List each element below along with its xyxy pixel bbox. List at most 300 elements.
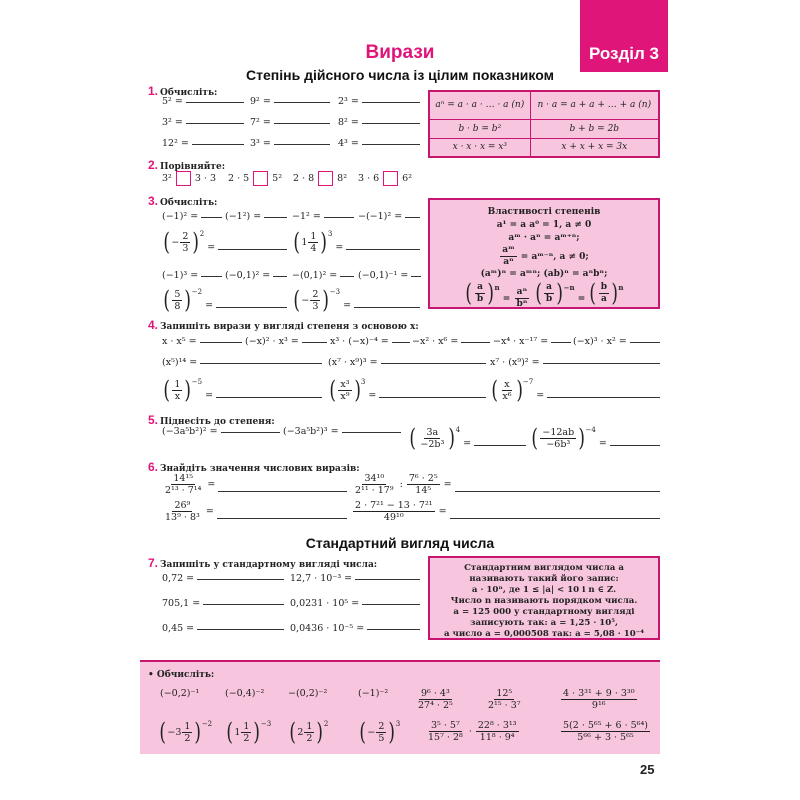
right-expression: 6² xyxy=(402,173,413,184)
numerator: aᵐ xyxy=(502,245,515,255)
answer-blank xyxy=(274,102,330,103)
right-paren: ) xyxy=(448,424,456,452)
mixed-number xyxy=(175,721,193,744)
exercise-item xyxy=(290,623,420,634)
extra-label: • Обчисліть: xyxy=(148,670,215,680)
exercise-instruction: Запишіть вирази у вигляді степеня з основою x: xyxy=(160,322,419,332)
math-expression xyxy=(162,96,183,107)
exercise-5-label xyxy=(148,413,275,427)
right-paren: ) xyxy=(353,376,361,404)
numerator: 2 xyxy=(182,230,189,242)
math-text: 12² = xyxy=(162,138,189,149)
fraction xyxy=(308,231,318,254)
fraction xyxy=(304,721,314,744)
standard-form-line: Стандартним виглядом числа a xyxy=(464,563,624,573)
exercise-7-label xyxy=(148,556,377,570)
parenthesized-power xyxy=(328,378,365,402)
page-title: Вирази xyxy=(365,42,435,63)
math-text: 0,0231 · 10⁵ = xyxy=(290,598,360,609)
math-expression xyxy=(162,138,189,149)
exercise-item xyxy=(162,117,244,128)
math-text: 12,7 · 10⁻³ = xyxy=(290,573,353,584)
numerator: 3a xyxy=(426,426,439,438)
denominator: 2 xyxy=(306,732,313,744)
numerator: 7⁶ · 2⁵ xyxy=(408,473,438,484)
fraction xyxy=(338,379,351,402)
numerator: x³ xyxy=(340,378,350,390)
math-text: = xyxy=(365,390,377,401)
left-expression: 2 · 5 xyxy=(228,173,250,184)
exercise-number: 6. xyxy=(148,460,159,474)
answer-blank xyxy=(461,342,490,343)
exercise-item xyxy=(358,211,420,222)
right-paren: ) xyxy=(253,718,261,746)
left-paren: ( xyxy=(226,718,233,746)
property-line xyxy=(430,281,658,310)
answer-blank xyxy=(362,102,420,103)
denominator: 2¹⁵ · 3⁷ xyxy=(488,700,521,711)
math-expression xyxy=(560,688,638,711)
answer-blank xyxy=(547,397,660,398)
fraction xyxy=(241,721,251,744)
exercise-item xyxy=(160,688,199,699)
math-expression xyxy=(358,688,388,699)
numerator: 1 xyxy=(174,378,181,390)
answer-blank xyxy=(203,604,284,605)
answer-blank xyxy=(216,307,287,308)
denominator: 14⁵ xyxy=(415,485,432,496)
numerator: a xyxy=(546,281,552,292)
math-expression xyxy=(283,426,339,437)
exponent: −n xyxy=(563,283,575,292)
denominator: 5 xyxy=(378,732,385,744)
math-expression xyxy=(493,336,548,347)
right-paren: ) xyxy=(184,286,192,314)
math-text: : xyxy=(396,479,406,490)
right-expression: 5² xyxy=(272,173,283,184)
exercise-item xyxy=(162,426,280,437)
exercise-item xyxy=(573,336,660,347)
math-text: = xyxy=(340,300,352,311)
exercise-item xyxy=(288,720,328,744)
answer-blank xyxy=(186,102,244,103)
table-cell: n · a = a + a + … + a (n) xyxy=(530,91,659,119)
math-expression xyxy=(573,336,627,347)
answer-blank xyxy=(218,249,287,250)
left-paren: ( xyxy=(163,228,170,256)
standard-form-line: називають такий його запис: xyxy=(469,574,619,584)
math-expression xyxy=(352,500,447,523)
standard-form-line: Число n називають порядком числа. xyxy=(450,596,638,606)
math-text: x³ · (−x)⁻⁴ = xyxy=(330,336,389,347)
exercise-number: 5. xyxy=(148,413,159,427)
math-expression xyxy=(338,138,359,149)
math-text: (−3a⁵b²)² = xyxy=(162,426,218,437)
fraction xyxy=(172,289,182,312)
parenthesized-power xyxy=(408,426,460,450)
math-text: −(0,1)² = xyxy=(292,270,338,281)
whole-part: 2 xyxy=(297,726,304,738)
fraction xyxy=(426,720,465,743)
whole-part: 3 xyxy=(175,726,182,738)
exercise-instruction: Знайдіть значення числових виразів: xyxy=(160,464,360,474)
right-paren: ) xyxy=(611,279,619,307)
math-text: = xyxy=(202,506,214,517)
math-text: = xyxy=(435,506,447,517)
exercise-instruction: Запишіть у стандартному вигляді числа: xyxy=(160,560,378,570)
fraction xyxy=(599,282,609,305)
answer-blank xyxy=(354,307,420,308)
math-text: = xyxy=(204,242,216,253)
answer-blank xyxy=(340,276,354,277)
exercise-item xyxy=(292,230,420,254)
denominator: 4 xyxy=(310,242,317,254)
fraction xyxy=(544,282,554,305)
numerator: 26⁹ xyxy=(174,500,191,511)
math-expression xyxy=(162,336,197,347)
math-expression xyxy=(162,623,194,634)
exercise-item xyxy=(162,288,287,312)
exercise-number: 4. xyxy=(148,318,159,332)
math-text: = xyxy=(499,294,514,304)
exercise-item xyxy=(162,357,322,368)
comparison-item xyxy=(358,171,412,186)
fraction xyxy=(353,500,435,523)
table-row xyxy=(429,119,659,138)
math-text: x · x⁵ = xyxy=(162,336,197,347)
fraction xyxy=(475,282,485,305)
exponent: −3 xyxy=(260,720,272,728)
exercise-item xyxy=(162,378,322,402)
left-paren: ( xyxy=(359,718,366,746)
math-text: (−0,2)⁻¹ xyxy=(160,688,200,699)
math-expression xyxy=(250,117,271,128)
exponent: 3 xyxy=(360,378,366,386)
math-text: (aᵐ)ⁿ = aᵐⁿ; (ab)ⁿ = aⁿbⁿ; xyxy=(480,269,608,279)
answer-blank xyxy=(200,342,242,343)
math-expression xyxy=(358,211,402,222)
whole-part: 1 xyxy=(301,236,308,248)
fraction xyxy=(172,379,182,402)
math-text: −1² = xyxy=(292,211,321,222)
exponent: −7 xyxy=(522,378,534,386)
denominator: 27⁴ · 2⁵ xyxy=(418,700,453,711)
math-expression xyxy=(338,117,359,128)
exercise-instruction: Обчисліть: xyxy=(160,88,218,98)
math-text: (−1)³ = xyxy=(162,270,199,281)
section-title: Степінь дійсного числа із цілим показником xyxy=(246,67,554,83)
answer-blank xyxy=(392,342,410,343)
math-expression xyxy=(162,270,198,281)
math-text: = xyxy=(204,479,216,490)
exponent: 4 xyxy=(455,426,461,434)
math-text: a¹ = a a⁰ = 1, a ≠ 0 xyxy=(496,220,592,230)
math-text: −x⁴ · x⁻¹⁷ = xyxy=(493,336,549,347)
math-expression xyxy=(162,598,200,609)
left-paren: ( xyxy=(465,279,473,307)
parenthesized-power xyxy=(490,378,533,402)
answer-blank xyxy=(192,144,244,145)
exercise-item xyxy=(162,598,284,609)
math-expression xyxy=(162,117,183,128)
exponent: n xyxy=(618,283,624,292)
exercise-item xyxy=(292,211,354,222)
exercise-item xyxy=(352,473,660,496)
exercise-instruction: Порівняйте: xyxy=(160,162,226,172)
math-text: 705,1 = xyxy=(162,598,201,609)
property-line xyxy=(430,219,658,232)
numerator: x xyxy=(504,378,510,390)
answer-blank xyxy=(551,342,571,343)
parenthesized-power xyxy=(225,720,271,744)
mixed-number xyxy=(297,721,315,744)
exercise-item xyxy=(352,500,660,523)
fraction xyxy=(514,287,529,310)
math-text: = aᵐ⁻ⁿ, a ≠ 0; xyxy=(517,252,589,262)
power-properties-box xyxy=(428,198,660,309)
math-expression xyxy=(162,230,215,254)
exercise-item xyxy=(162,573,284,584)
answer-blank xyxy=(264,217,287,218)
right-paren: ) xyxy=(316,718,324,746)
math-expression xyxy=(162,573,194,584)
exponent: −2 xyxy=(201,720,213,728)
right-paren: ) xyxy=(556,279,564,307)
exercise-item xyxy=(490,357,660,368)
denominator: b xyxy=(476,293,484,304)
math-expression xyxy=(225,688,264,699)
exercise-item xyxy=(560,688,638,711)
numerator: 1 xyxy=(184,720,191,732)
table-cell: x + x + x = 3x xyxy=(530,138,659,157)
numerator: 2 · 7²¹ − 13 · 7²¹ xyxy=(355,500,433,511)
right-expression: 8² xyxy=(337,173,348,184)
math-expression xyxy=(225,720,271,744)
math-expression xyxy=(160,688,199,699)
exercise-item xyxy=(162,270,222,281)
exercise-item xyxy=(358,720,400,744)
exercise-item xyxy=(245,336,327,347)
exercise-item xyxy=(330,336,410,347)
exercise-3-label xyxy=(148,194,217,208)
left-expression: 3 · 6 xyxy=(358,173,380,184)
comparison-item xyxy=(228,171,282,186)
exercise-4-label xyxy=(148,318,419,332)
answer-blank xyxy=(200,363,322,364)
parenthesized-power xyxy=(162,230,204,254)
math-text: aᵐ · aⁿ = aᵐ⁺ⁿ; xyxy=(508,233,580,243)
denominator: 3 xyxy=(312,300,319,312)
math-expression xyxy=(490,378,544,402)
right-paren: ) xyxy=(194,718,202,746)
fraction xyxy=(486,688,523,711)
standard-form-line: a · 10ⁿ, де 1 ≤ |a| < 10 і n ∈ Z. xyxy=(471,585,617,595)
exercise-item xyxy=(225,688,264,699)
exercise-item xyxy=(225,211,287,222)
denominator: 8 xyxy=(174,300,181,312)
exercise-item xyxy=(162,211,222,222)
math-expression xyxy=(290,573,352,584)
exercise-item xyxy=(158,720,212,744)
math-expression xyxy=(358,270,408,281)
mixed-number xyxy=(234,721,252,744)
math-expression xyxy=(250,96,271,107)
right-paren: ) xyxy=(515,376,523,404)
answer-blank xyxy=(342,432,401,433)
math-expression xyxy=(530,426,607,450)
math-text: = xyxy=(202,300,214,311)
math-expression xyxy=(292,211,321,222)
exercise-item xyxy=(530,426,660,450)
math-text: 7² = xyxy=(250,117,271,128)
exercise-item xyxy=(162,138,244,149)
answer-blank xyxy=(197,579,284,580)
math-text: x⁷ · (x⁹)² = xyxy=(490,357,540,368)
answer-blank xyxy=(362,123,420,124)
right-paren: ) xyxy=(192,228,200,256)
denominator: −2b³ xyxy=(420,438,445,450)
answer-blank xyxy=(221,432,280,433)
fraction xyxy=(476,720,519,743)
math-expression xyxy=(288,720,328,744)
answer-blank xyxy=(274,123,330,124)
answer-blank xyxy=(450,518,660,519)
exercise-item xyxy=(288,688,327,699)
fraction xyxy=(418,427,446,450)
math-expression xyxy=(408,426,471,450)
math-text: − xyxy=(301,294,310,306)
comparison-box xyxy=(318,171,333,186)
exercise-item xyxy=(162,623,284,634)
fraction xyxy=(500,379,513,402)
extra-exercises-band xyxy=(140,660,660,754)
exercise-item xyxy=(338,117,420,128)
answer-blank xyxy=(217,518,347,519)
math-expression xyxy=(225,270,270,281)
exercise-item xyxy=(162,336,242,347)
math-expression xyxy=(560,720,651,743)
exercise-item xyxy=(162,473,347,496)
numerator: 12⁵ xyxy=(496,688,513,699)
math-text: 3³ = xyxy=(250,138,271,149)
fraction xyxy=(182,721,192,744)
definitions-table xyxy=(428,90,660,158)
math-expression xyxy=(481,269,608,279)
math-text: − xyxy=(171,236,180,248)
denominator: 2 xyxy=(184,732,191,744)
parenthesized-power xyxy=(530,426,596,450)
numerator: 3⁵ · 5⁷ xyxy=(431,720,460,731)
whole-part: 1 xyxy=(234,726,241,738)
math-text: − xyxy=(167,726,176,738)
math-expression xyxy=(412,336,458,347)
math-text: 9² = xyxy=(250,96,271,107)
math-expression xyxy=(162,473,215,496)
exponent: 2 xyxy=(323,720,329,728)
answer-blank xyxy=(324,217,354,218)
math-text: (−0,4)⁻² xyxy=(225,688,265,699)
math-text: 0,72 = xyxy=(162,573,195,584)
denominator: −6b³ xyxy=(546,438,571,450)
page-number: 25 xyxy=(640,762,655,777)
table-cell: b + b = 2b xyxy=(530,119,659,138)
parenthesized-power xyxy=(292,288,340,312)
exercise-item xyxy=(225,270,287,281)
math-text: = xyxy=(533,390,545,401)
exercise-item xyxy=(358,688,388,699)
fraction xyxy=(163,473,203,496)
right-paren: ) xyxy=(388,718,396,746)
exercise-item xyxy=(408,426,526,450)
left-paren: ( xyxy=(534,279,542,307)
answer-blank xyxy=(630,342,660,343)
denominator: 49¹⁰ xyxy=(383,512,404,523)
right-paren: ) xyxy=(320,228,328,256)
exercise-item xyxy=(328,357,486,368)
left-paren: ( xyxy=(491,376,498,404)
denominator: 15⁷ · 2⁸ xyxy=(428,732,463,743)
math-text: (−3a⁵b²)³ = xyxy=(283,426,339,437)
left-expression: 3² xyxy=(162,173,172,184)
exercise-item xyxy=(415,688,456,711)
exercise-item xyxy=(290,573,420,584)
math-text: (−0,1)² = xyxy=(225,270,271,281)
answer-blank xyxy=(543,363,660,364)
exercise-2-label xyxy=(148,158,225,172)
exercise-item xyxy=(358,270,420,281)
exponent: 3 xyxy=(327,230,333,238)
exercise-item xyxy=(485,688,524,711)
parenthesized-power xyxy=(534,281,575,305)
answer-blank xyxy=(218,491,347,492)
numerator: 1 xyxy=(310,230,317,242)
denominator: 11⁸ · 9⁴ xyxy=(479,732,515,743)
math-text: (−0,1)⁻¹ = xyxy=(358,270,409,281)
math-text: = xyxy=(332,242,344,253)
numerator: aⁿ xyxy=(516,287,528,297)
answer-blank xyxy=(455,491,660,492)
fraction xyxy=(500,245,516,268)
math-expression xyxy=(288,688,327,699)
exercise-item xyxy=(250,117,330,128)
math-text: (−x)² · x³ = xyxy=(245,336,299,347)
math-expression xyxy=(485,688,524,711)
math-expression xyxy=(464,279,624,309)
right-paren: ) xyxy=(578,424,586,452)
exercise-item xyxy=(162,500,347,523)
answer-blank xyxy=(362,604,420,605)
left-paren: ( xyxy=(409,424,416,452)
math-expression xyxy=(245,336,299,347)
math-expression xyxy=(497,220,592,230)
math-text: = xyxy=(460,438,472,449)
answer-blank xyxy=(474,445,526,446)
standard-form-line: записують так: a = 1,25 · 10⁵, xyxy=(469,618,619,628)
math-text: = xyxy=(595,438,607,449)
numerator: 14¹⁵ xyxy=(173,473,194,484)
math-expression xyxy=(328,357,378,368)
math-text: −(0,2)⁻² xyxy=(288,688,328,699)
chapter-tab: Розділ 3 xyxy=(580,0,668,72)
exponent: −3 xyxy=(329,288,341,296)
left-paren: ( xyxy=(163,286,170,314)
table-cell: b · b = b² xyxy=(429,119,530,138)
exercise-item xyxy=(250,138,330,149)
math-text: (−1)⁻² xyxy=(358,688,389,699)
math-expression xyxy=(162,288,213,312)
table-row xyxy=(429,138,659,157)
standard-form-box xyxy=(428,556,660,640)
